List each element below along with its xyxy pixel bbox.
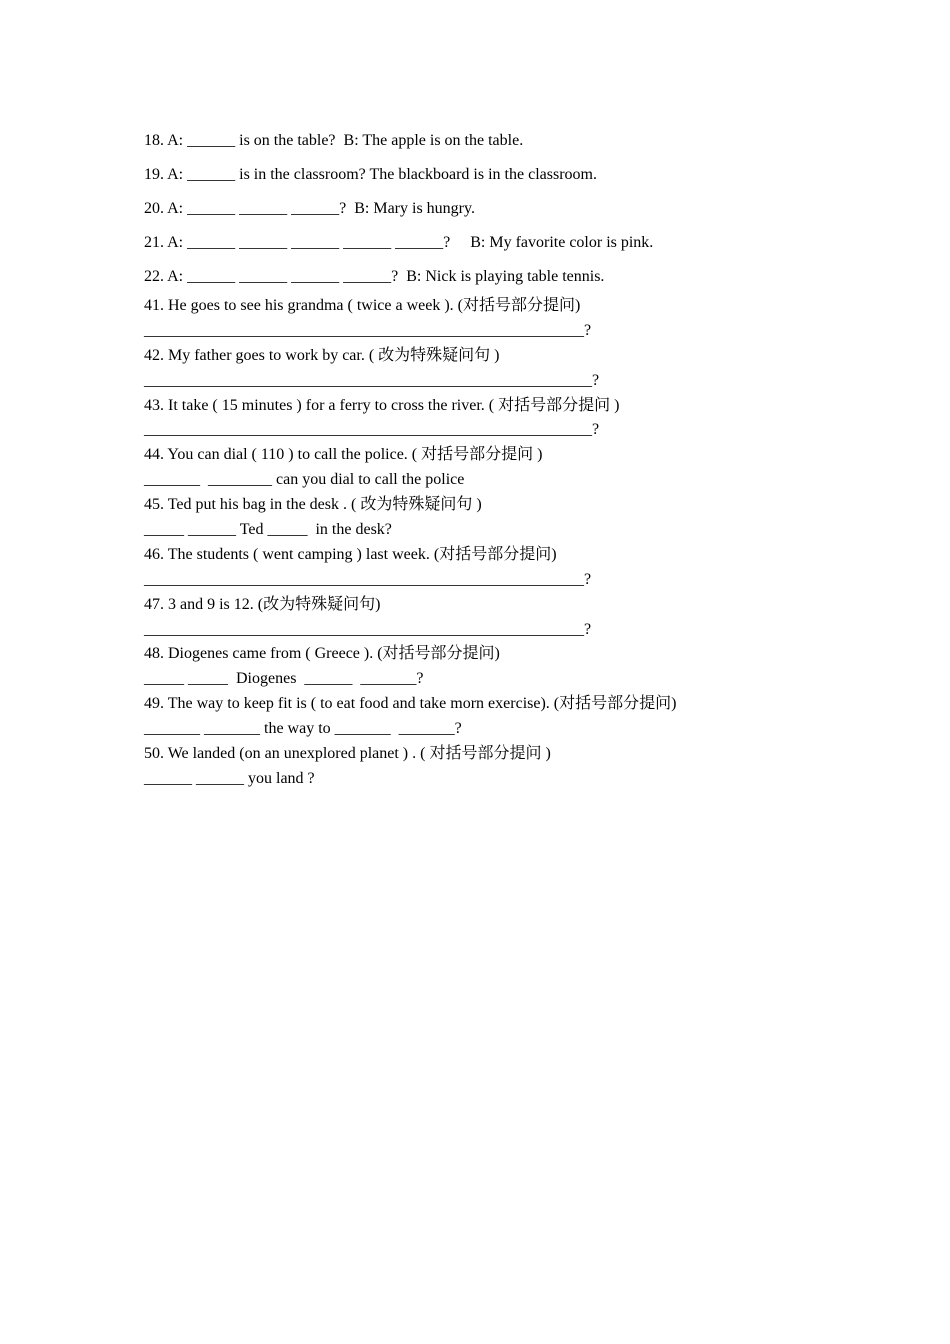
answer-line-43: ________________________________________________________? (144, 421, 600, 439)
question-45: 45. Ted put his bag in the desk . ( 改为特殊疑问句 ) (144, 496, 482, 514)
answer-line-48: _____ _____ Diogenes ______ _______? (144, 670, 424, 688)
question-18: 18. A: ______ is on the table? B: The apple is on the table. (144, 132, 524, 149)
question-46: 46. The students ( went camping ) last week. (对括号部分提问) (144, 545, 557, 563)
answer-line-49: _______ _______ the way to _______ _______? (144, 720, 462, 738)
answer-line-46: _______________________________________________________? (144, 570, 592, 588)
question-49: 49. The way to keep fit is ( to eat food and take morn exercise). (对括号部分提问) (144, 695, 677, 713)
question-48: 48. Diogenes came from ( Greece ). (对括号部分提问) (144, 645, 500, 663)
question-44: 44. You can dial ( 110 ) to call the police. ( 对括号部分提问 ) (144, 446, 543, 464)
question-20: 20. A: ______ ______ ______? B: Mary is hungry. (144, 200, 475, 217)
answer-line-41: _______________________________________________________? (144, 321, 592, 339)
question-21: 21. A: ______ ______ ______ ______ ______? B: My favorite color is pink. (144, 234, 654, 251)
answer-line-50: ______ ______ you land ? (144, 769, 315, 787)
answer-line-44: _______ ________ can you dial to call the police (144, 471, 465, 489)
answer-line-42: ________________________________________________________? (144, 371, 600, 389)
answer-line-47: _______________________________________________________? (144, 620, 592, 638)
question-22: 22. A: ______ ______ ______ ______? B: Nick is playing table tennis. (144, 268, 605, 285)
question-47: 47. 3 and 9 is 12. (改为特殊疑问句) (144, 595, 381, 613)
question-43: 43. It take ( 15 minutes ) for a ferry to cross the river. ( 对括号部分提问 ) (144, 396, 620, 414)
rewrite-exercises (144, 294, 864, 792)
question-41: 41. He goes to see his grandma ( twice a week ). (对括号部分提问) (144, 297, 581, 314)
dialogue-questions (144, 124, 864, 294)
question-19: 19. A: ______ is in the classroom? The blackboard is in the classroom. (144, 166, 597, 183)
answer-line-45: _____ ______ Ted _____ in the desk? (144, 521, 392, 539)
question-50: 50. We landed (on an unexplored planet ) . ( 对括号部分提问 ) (144, 745, 551, 763)
question-42: 42. My father goes to work by car. ( 改为特殊疑问句 ) (144, 346, 500, 364)
